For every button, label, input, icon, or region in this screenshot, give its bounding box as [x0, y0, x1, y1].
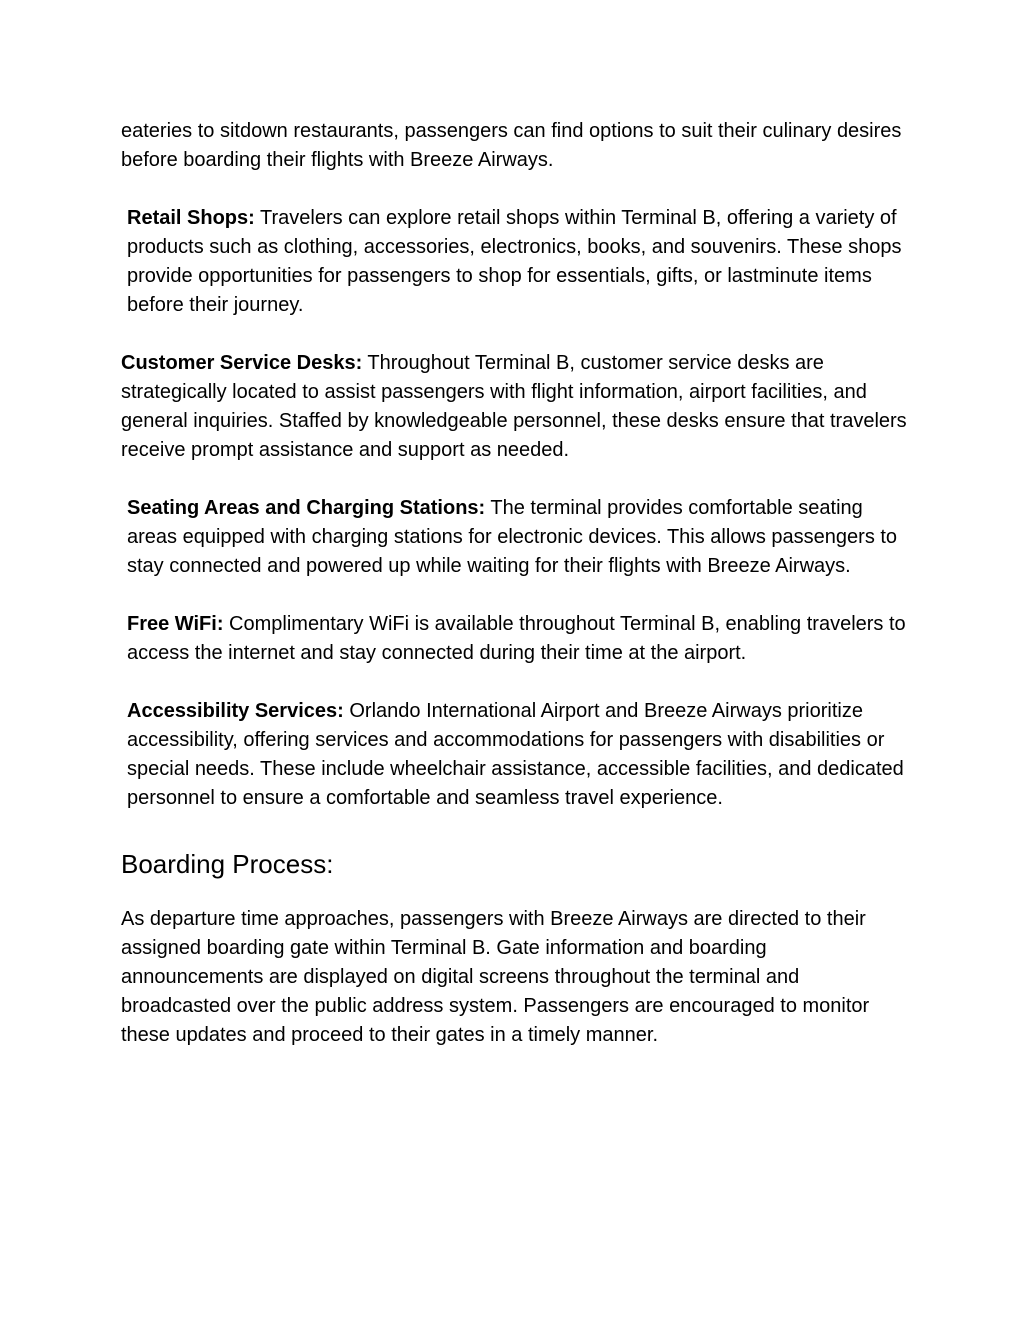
boarding-heading-block: [121, 847, 911, 881]
section-label: Seating Areas and Charging Stations:: [127, 497, 486, 519]
section-label: Customer Service Desks:: [121, 352, 363, 374]
section-text: Travelers can explore retail shops within Terminal B, offering a variety of products such as clothing, accessories, electronics, books, and souvenirs. These shops provide opportunities for passengers to shop for essentials, gifts, or lastminute items before their journey.: [127, 207, 902, 316]
section-text: Complimentary WiFi is available throughout Terminal B, enabling travelers to access the internet and stay connected during their time at the airport.: [127, 613, 906, 664]
intro-paragraph: eateries to sitdown restaurants, passengers can find options to suit their culinary desires before boarding their flights with Breeze Airways.: [121, 120, 902, 171]
section-text: Orlando International Airport and Breeze Airways prioritize accessibility, offering services and accommodations for passengers with disabilities or special needs. These include wheelchair assistance, accessible facilities, and dedicated personnel to ensure a comfortable and seamless travel experience.: [127, 700, 904, 809]
section-label: Accessibility Services:: [127, 700, 344, 722]
section-text: Throughout Terminal B, customer service desks are strategically located to assist passengers with flight information, airport facilities, and general inquiries. Staffed by knowledgeable personnel, these desks ensure that travelers receive prompt assistance and support as needed.: [121, 352, 907, 461]
section-customer-service-desks: [121, 349, 911, 465]
boarding-paragraph: As departure time approaches, passengers with Breeze Airways are directed to their assigned boarding gate within Terminal B. Gate information and boarding announcements are displayed on digital screens throughout the terminal and broadcasted over the public address system. Passengers are encouraged to monitor these updates and proceed to their gates in a timely manner.: [121, 908, 870, 1046]
section-retail-shops: [121, 204, 911, 320]
section-free-wifi: [121, 610, 911, 668]
boarding-heading: Boarding Process:: [121, 849, 334, 879]
section-label: Retail Shops:: [127, 207, 255, 229]
section-seating-charging: [121, 494, 911, 581]
section-label: Free WiFi:: [127, 613, 224, 635]
document-page: [121, 117, 911, 1050]
section-accessibility-services: [121, 697, 911, 813]
section-text: The terminal provides comfortable seating areas equipped with charging stations for electronic devices. This allows passengers to stay connected and powered up while waiting for their flights with Breeze Airways.: [127, 497, 898, 577]
